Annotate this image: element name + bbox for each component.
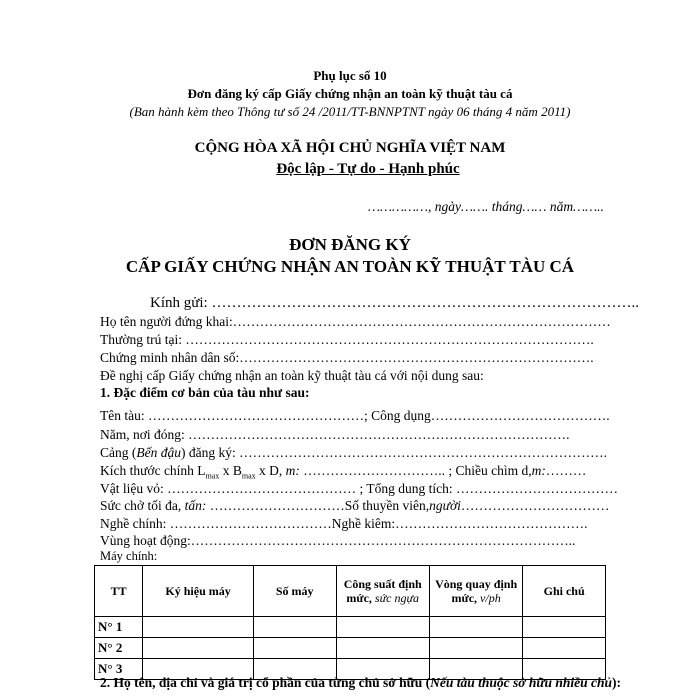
nation-name: CỘNG HÒA XÃ HỘI CHỦ NGHĨA VIỆT NAM <box>194 140 506 156</box>
col-serial: Số máy <box>253 566 336 617</box>
id-number-line: Chứng minh nhân dân số:……………………………………………………………………. <box>100 350 594 365</box>
row-label: N° 2 <box>95 638 143 659</box>
capacity-line: Sức chở tối đa, tấn: …………………………Số thuyền viên,người…………………………… <box>100 498 610 513</box>
engine-table <box>94 565 606 680</box>
title-line2: CẤP GIẤY CHỨNG NHẬN AN TOÀN KỸ THUẬT TÀU CÁ <box>125 257 575 276</box>
col-model: Ký hiệu máy <box>143 566 254 617</box>
title-line1: ĐƠN ĐĂNG KÝ <box>289 235 411 254</box>
residence-line: Thường trú tại: ………………………………………………………………………………. <box>100 332 594 347</box>
col-rpm: Vòng quay định mức, v/ph <box>429 566 522 617</box>
request-line: Đề nghị cấp Giấy chứng nhận an toàn kỹ thuật tàu cá với nội dung sau: <box>100 368 484 383</box>
dimensions-line: Kích thước chính $L_{max}$ x $B_{max}$ x D, m: ………………………….. ; Chiều chìm d,m:……… <box>100 463 587 481</box>
ship-name-line: Tên tàu: …………………………………………; Công dụng…………………………………. <box>100 408 610 423</box>
table-row <box>95 638 606 659</box>
port-line: Cảng (Bến đậu) đăng ký: ………………………………………………………………………. <box>100 445 607 460</box>
main-job-line: Nghề chính: ………………………………Nghề kiêm:……………………………………. <box>100 516 588 531</box>
engines-label: Máy chính: <box>100 549 158 563</box>
engine-table-header <box>95 566 606 617</box>
section1-heading: 1. Đặc điểm cơ bản của tàu như sau: <box>100 385 310 400</box>
recipient-line: Kính gửi: ………………………………………………………………………….. <box>150 295 639 311</box>
year-place-line: Năm, nơi đóng: …………………………………………………………………………. <box>100 427 570 442</box>
nation-motto-wrap <box>18 160 700 178</box>
col-tt: TT <box>95 566 143 617</box>
table-row <box>95 617 606 638</box>
col-notes: Ghi chú <box>523 566 606 617</box>
date-line: ……………, ngày……. tháng…… năm…….. <box>368 199 604 214</box>
section2-heading: 2. Họ tên, địa chỉ và giá trị cổ phần của từng chủ sở hữu (Nếu tàu thuộc sở hữu nhiều chủ): <box>100 675 621 690</box>
applicant-name-line: Họ tên người đứng khai:………………………………………………………………………… <box>100 314 611 329</box>
appendix-label: Phụ lục số 10 <box>313 68 387 83</box>
row-label: N° 1 <box>95 617 143 638</box>
col-power: Công suất định mức, sức ngựa <box>336 566 429 617</box>
row-label: N° 3 <box>95 659 143 680</box>
form-subject: Đơn đăng ký cấp Giấy chứng nhận an toàn kỹ thuật tàu cá <box>187 86 513 101</box>
issued-by-note: (Ban hành kèm theo Thông tư số 24 /2011/TT-BNNPTNT ngày 06 tháng 4 năm 2011) <box>129 104 571 119</box>
nation-motto: Độc lập - Tự do - Hạnh phúc <box>276 161 460 177</box>
hull-line: Vật liệu vỏ: …………………………………… ; Tổng dung tích: ……………………………… <box>100 481 618 496</box>
operation-area-line: Vùng hoạt động:………………………………………………………………………….. <box>100 533 576 548</box>
